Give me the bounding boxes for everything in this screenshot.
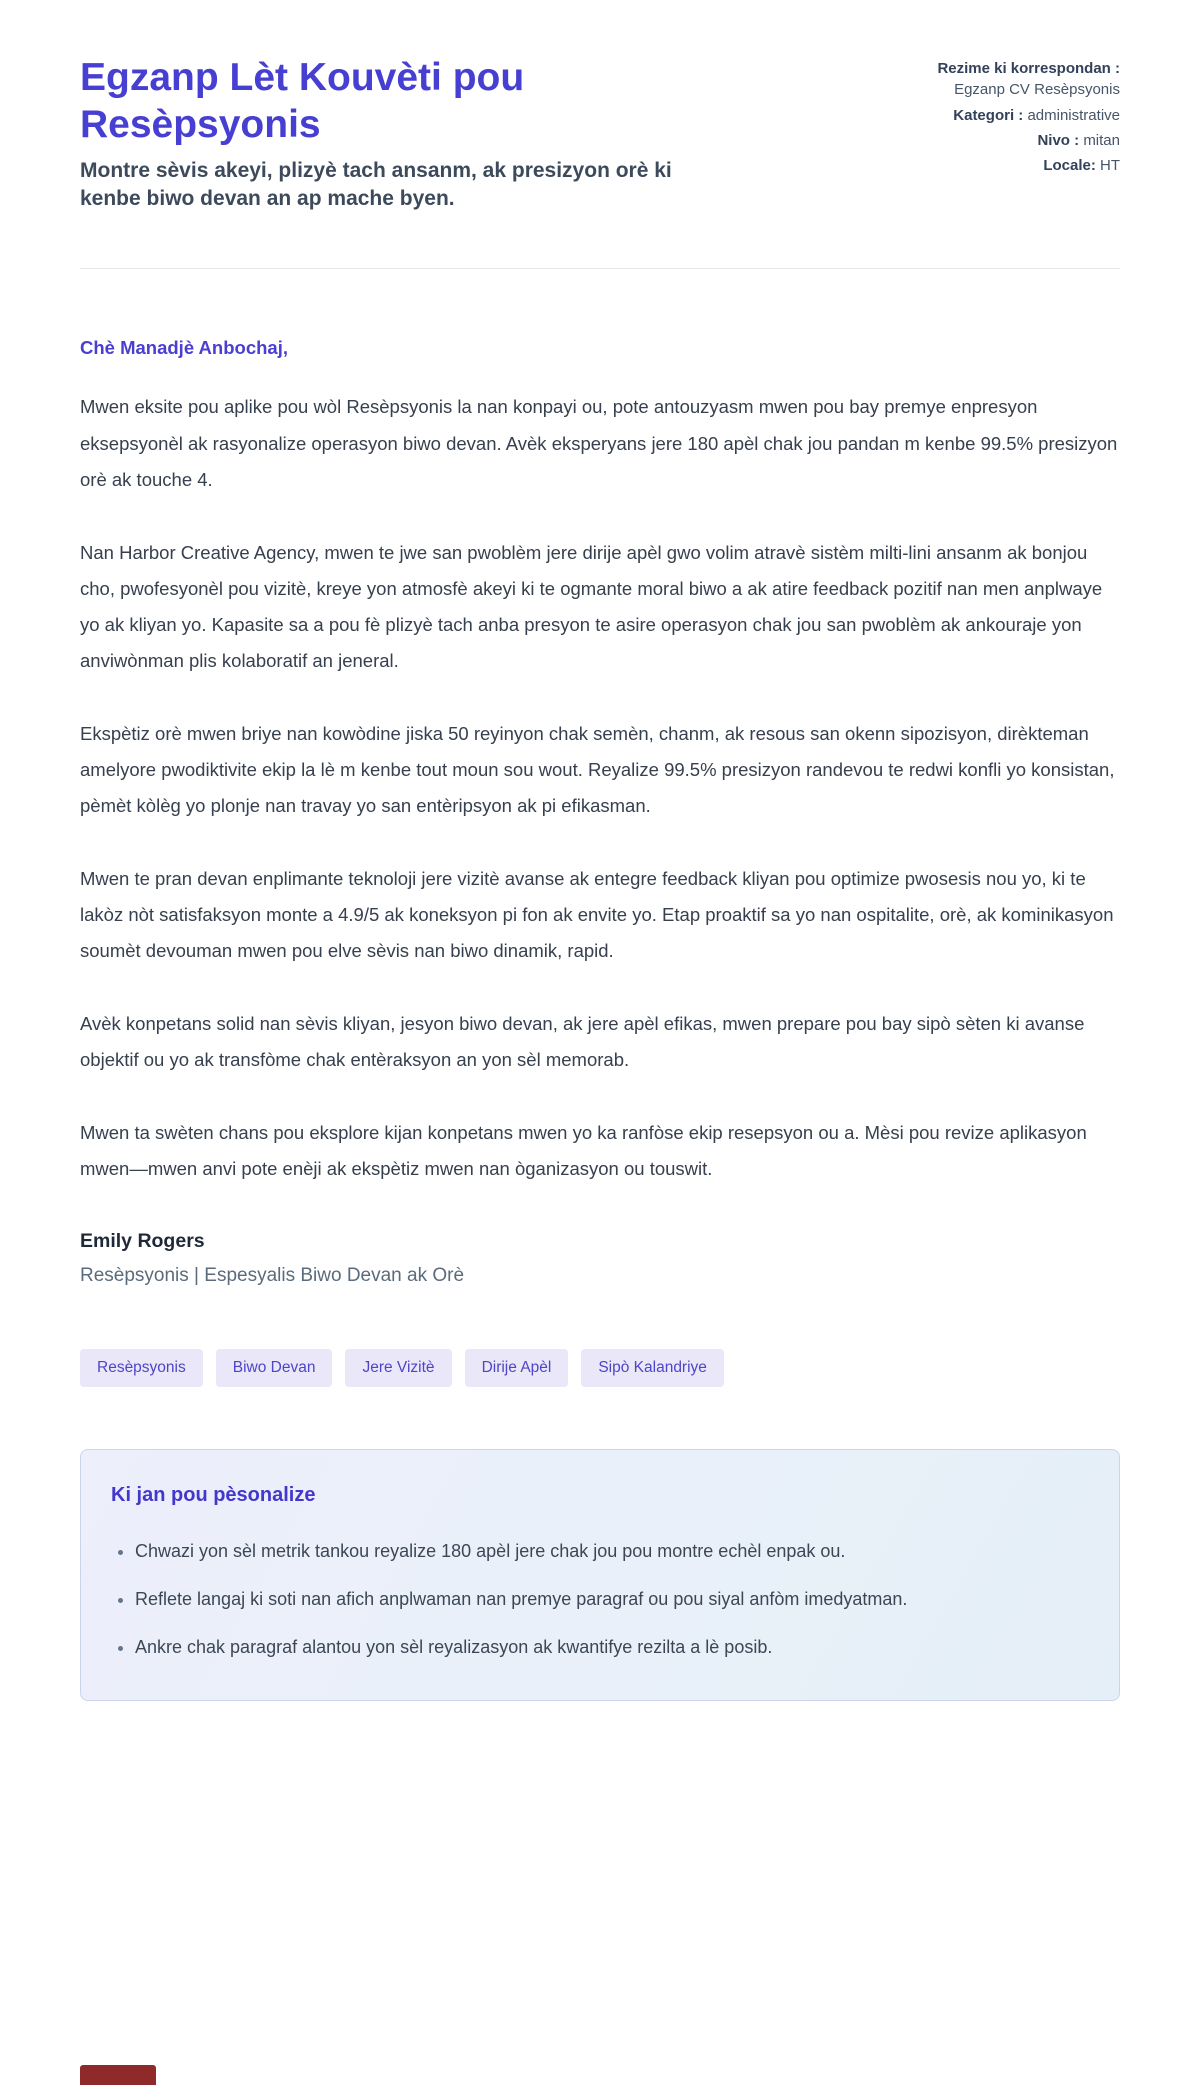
meta-locale bbox=[898, 155, 1120, 176]
meta-value: mitan bbox=[1083, 131, 1120, 149]
tip-item: • Reflete langaj ki soti nan afich anplwaman nan premye paragraf ou pou siyal anfòm imedyatman. bbox=[135, 1583, 1089, 1616]
meta-value: administrative bbox=[1027, 106, 1120, 124]
letter-greeting: Chè Manadjè Anbochaj, bbox=[80, 337, 288, 359]
letter-paragraph: Avèk konpetans solid nan sèvis kliyan, jesyon biwo devan, ak jere apèl efikas, mwen prepare pou bay sipò sèten ki avanse objektif ou yo ak transfòme chak entèraksyon an yon sèl memorab. bbox=[80, 1013, 1085, 1071]
meta-label: Rezime ki korrespondan : bbox=[937, 60, 1120, 77]
header-title-block bbox=[80, 55, 680, 212]
meta-value: Egzanp CV Resèpsyonis bbox=[954, 81, 1120, 99]
meta-label: Locale: bbox=[1043, 157, 1096, 175]
letter-signature bbox=[80, 1230, 1120, 1287]
personalization-tips-box bbox=[80, 1449, 1120, 1702]
meta-level bbox=[898, 130, 1120, 151]
page-header bbox=[80, 55, 1120, 212]
document-meta bbox=[898, 55, 1120, 180]
signature-role: Resèpsyonis | Espesyalis Biwo Devan ak Orè bbox=[80, 1264, 465, 1286]
page-title: Egzanp Lèt Kouvèti pou Resèpsyonis bbox=[80, 56, 525, 146]
meta-category bbox=[898, 105, 1120, 126]
tag-list bbox=[80, 1349, 1120, 1387]
tips-heading: Ki jan pou pèsonalize bbox=[111, 1483, 316, 1506]
meta-label: Kategori : bbox=[953, 106, 1024, 124]
tip-item: • Ankre chak paragraf alantou yon sèl reyalizasyon ak kwantifye rezilta a lè posib. bbox=[135, 1631, 1089, 1664]
meta-value: HT bbox=[1100, 157, 1120, 175]
header-divider bbox=[80, 268, 1120, 269]
letter-paragraph: Mwen ta swèten chans pou eksplore kijan konpetans mwen yo ka ranfòse ekip resepsyon ou a. Mèsi pou revize aplikasyon mwen—mwen anvi pote enèji ak ekspètiz mwen nan òganizasyon ou touswit. bbox=[80, 1122, 1087, 1180]
tag-jere-vizite[interactable]: Jere Vizitè bbox=[345, 1349, 451, 1387]
letter-paragraph: Mwen te pran devan enplimante teknoloji jere vizitè avanse ak entegre feedback kliyan pou optimize pwosesis nou yo, ki te lakòz nòt satisfaksyon monte a 4.9/5 ak koneksyon pi fon ak envite yo. Etap proaktif sa yo nan ospitalite, orè, ak kominikasyon soumèt devouman mwen pou elve sèvis nan biwo dinamik, rapid. bbox=[80, 868, 1114, 962]
tag-sipo-kalandriye[interactable]: Sipò Kalandriye bbox=[581, 1349, 724, 1387]
letter-body bbox=[80, 389, 1120, 1187]
tips-list bbox=[111, 1535, 1089, 1665]
tag-biwo-devan[interactable]: Biwo Devan bbox=[216, 1349, 333, 1387]
letter-paragraph: Nan Harbor Creative Agency, mwen te jwe san pwoblèm jere dirije apèl gwo volim atravè sistèm milti-lini ansanm ak bonjou cho, pwofesyonèl pou vizitè, kreye yon atmosfè akeyi ki te ogmante moral biwo a ak atire feedback pozitif nan men anplwaye yo ak kliyan yo. Kapasite sa a pou fè plizyè tach anba presyon te asire operasyon chak jou san pwoblèm ak ankouraje yon anviwònman plis kolaboratif an jeneral. bbox=[80, 541, 1103, 671]
page-subtitle: Montre sèvis akeyi, plizyè tach ansanm, ak presizyon orè ki kenbe biwo devan an ap mache byen. bbox=[80, 158, 672, 210]
tip-item: • Chwazi yon sèl metrik tankou reyalize 180 apèl jere chak jou pou montre echèl enpak ou. bbox=[135, 1535, 1089, 1568]
meta-label: Nivo : bbox=[1037, 131, 1080, 149]
tag-resepsyonis[interactable]: Resèpsyonis bbox=[80, 1349, 203, 1387]
footer-accent-bar bbox=[80, 2065, 156, 2085]
meta-matching-resume bbox=[898, 58, 1120, 101]
signature-name: Emily Rogers bbox=[80, 1229, 205, 1252]
tag-dirije-apel[interactable]: Dirije Apèl bbox=[465, 1349, 569, 1387]
letter-paragraph: Ekspètiz orè mwen briye nan kowòdine jiska 50 reyinyon chak semèn, chanm, ak resous san okenn sipozisyon, dirèkteman amelyore pwodiktivite ekip la lè m kenbe tout moun sou wout. Reyalize 99.5% presizyon randevou te redwi konfli yo konsistan, pèmèt kòlèg yo plonje nan travay yo san entèripsyon ak pi efikasman. bbox=[80, 722, 1115, 816]
letter-paragraph: Mwen eksite pou aplike pou wòl Resèpsyonis la nan konpayi ou, pote antouzyasm mwen pou bay premye enpresyon eksepsyonèl ak rasyonalize operasyon biwo devan. Avèk eksperyans jere 180 apèl chak jou pandan m kenbe 99.5% presizyon orè ak touche 4. bbox=[80, 396, 1118, 490]
